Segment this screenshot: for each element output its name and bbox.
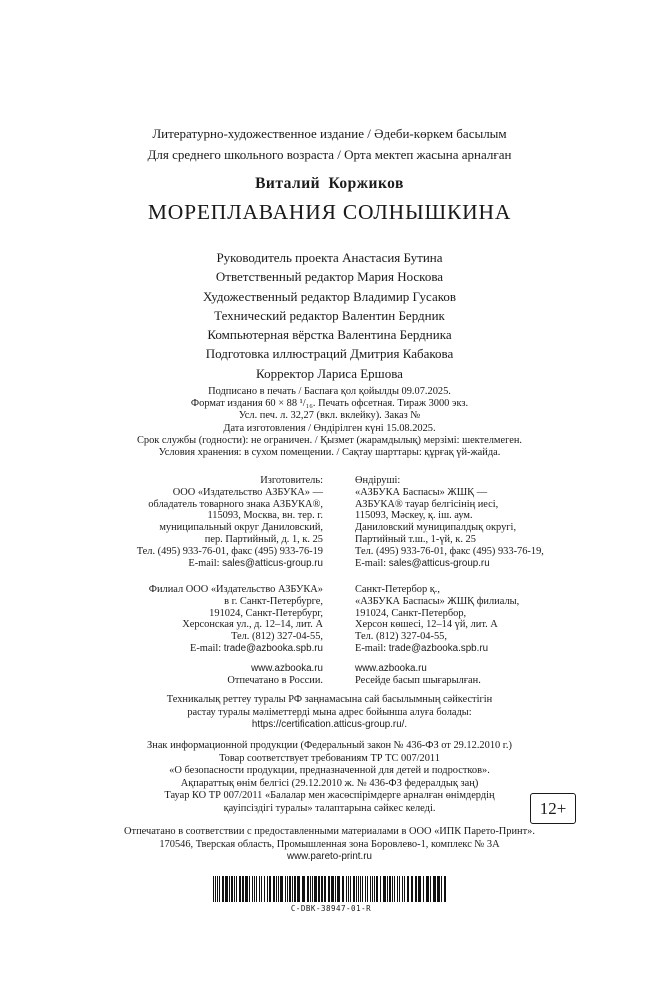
publisher-line: 115093, Мәскеу, қ. іш. аум.	[355, 510, 473, 522]
barcode-bar	[365, 876, 366, 902]
credit-line: Подготовка иллюстраций Дмитрия Кабакова	[205, 346, 454, 362]
barcode-bar	[219, 876, 220, 902]
publisher-ru	[137, 475, 323, 569]
print-line: Условия хранения: в сухом помещении. / Сақтау шарттары: құрғақ үй-жайда.	[158, 447, 501, 459]
branch-email-line	[149, 643, 323, 655]
barcode-bar	[376, 876, 378, 902]
age-rating-badge: 12+	[530, 793, 576, 824]
barcode-bar	[402, 876, 403, 902]
barcode-bar	[362, 876, 363, 902]
email-label: E-mail:	[355, 642, 389, 654]
branch-line: Тел. (812) 327-04-55,	[231, 631, 323, 643]
printer-line: Отпечатано в соответствии с предоставленными материалами в ООО «ИПК Парето-Принт».	[124, 826, 535, 837]
branch-line: в г. Санкт-Петербурге,	[224, 595, 323, 607]
barcode-bar	[433, 876, 436, 902]
barcode-text: C-DBK-38947-01-R	[290, 904, 372, 913]
author-name: Виталий Коржиков	[255, 175, 404, 192]
printer-website[interactable]: www.pareto-print.ru	[287, 851, 372, 862]
barcode-bar	[276, 876, 277, 902]
barcode-bar	[287, 876, 288, 902]
barcode-bar	[383, 876, 386, 902]
publisher-line: пер. Партийный, д. 1, к. 25	[204, 533, 323, 545]
barcode-bar	[297, 876, 300, 902]
barcode-bar	[264, 876, 265, 902]
print-info	[0, 386, 659, 459]
barcode-bar	[328, 876, 330, 902]
barcode-bar	[318, 876, 320, 902]
law-line: Тауар КО ТР 007/2011 «Балалар мен жасөспірімдерге арналған өнімдердің	[164, 790, 495, 802]
certification-info	[0, 694, 659, 732]
barcode-bar	[356, 876, 357, 902]
publisher-kz	[355, 475, 544, 569]
publisher-line: Тел. (495) 933-76-01, факс (495) 933-76-19	[136, 545, 323, 557]
email-link[interactable]: sales@atticus-group.ru	[222, 557, 323, 569]
branch-line: Санкт-Петербор қ.,	[355, 584, 440, 595]
barcode-bar	[273, 876, 275, 902]
barcode-bar	[314, 876, 317, 902]
email-link[interactable]: sales@atticus-group.ru	[388, 557, 490, 569]
publisher-line: обладатель товарного знака АЗБУКА®,	[148, 498, 323, 510]
barcode-bar	[285, 876, 286, 902]
email-link[interactable]: trade@azbooka.spb.ru	[388, 642, 489, 654]
printed-in-kz: Ресейде басып шығарылған.	[355, 674, 481, 686]
credit-line: Ответственный редактор Мария Носкова	[215, 269, 444, 285]
barcode-bar	[217, 876, 218, 902]
print-line: Подписано в печать / Баспаға қол қойылды 09.07.2025.	[208, 386, 451, 397]
barcode-bar	[261, 876, 262, 902]
website-kz	[355, 663, 481, 687]
barcode-bar	[269, 876, 271, 902]
barcode-bar	[411, 876, 413, 902]
credit-line: Корректор Лариса Ершова	[256, 365, 403, 381]
email-label: E-mail:	[355, 557, 389, 569]
cert-link[interactable]: https://certification.atticus-group.ru/.	[251, 719, 408, 730]
barcode-bar	[353, 876, 355, 902]
barcode-bar	[331, 876, 334, 902]
law-line: қауіпсіздігі туралы» талаптарына сәйкес келеді.	[223, 802, 436, 814]
law-line: Товар соответствует требованиям ТР ТС 007/2011	[219, 752, 440, 764]
branch-line: Тел. (812) 327-04-55,	[355, 631, 447, 643]
branch-ru	[149, 584, 323, 655]
barcode-bar	[342, 876, 344, 902]
barcode-bar	[423, 876, 424, 902]
barcode-bar	[215, 876, 216, 902]
barcode-bar	[278, 876, 279, 902]
barcode-bar	[324, 876, 326, 902]
email-link[interactable]: trade@azbooka.spb.ru	[223, 642, 323, 654]
barcode-bar	[380, 876, 381, 902]
credit-line: Художественный редактор Владимир Гусаков	[202, 288, 457, 304]
website-link[interactable]: www.azbooka.ru	[251, 663, 323, 674]
barcode-bar	[231, 876, 233, 902]
website-ru	[227, 663, 323, 687]
branch-line: 191024, Санкт-Петербор,	[355, 607, 467, 619]
credit-line: Руководитель проекта Анастасия Бутина	[216, 250, 443, 265]
publisher-email-line	[137, 558, 323, 570]
barcode-bar	[372, 876, 373, 902]
credit-line: Компьютерная вёрстка Валентина Бердника	[207, 327, 452, 343]
barcode-bar	[229, 876, 230, 902]
barcode-bar	[399, 876, 400, 902]
barcode-bar	[259, 876, 260, 902]
publisher-line: «АЗБУКА Баспасы» ЖШҚ —	[355, 486, 488, 498]
barcode-bar	[415, 876, 417, 902]
print-line: Формат издания 60 × 88 ¹/₁₆. Печать офсетная. Тираж 3000 экз.	[190, 398, 469, 410]
barcode-bar	[430, 876, 431, 902]
printer-line: 170546, Тверская область, Промышленная зона Боровлево-1, комплекс № 3А	[159, 838, 500, 850]
publisher-line: ООО «Издательство АЗБУКА» —	[172, 486, 323, 498]
barcode-bar	[389, 876, 391, 902]
series-line: Для среднего школьного возраста / Орта мектеп жасына арналған	[147, 147, 512, 162]
publisher-heading: Өндіруші:	[355, 475, 401, 486]
barcode-bar	[225, 876, 228, 902]
printed-in-ru: Отпечатано в России.	[227, 674, 323, 686]
barcode-bar	[307, 876, 309, 902]
branch-email-line	[355, 643, 519, 655]
cert-line: растау туралы мәліметтерді мына адрес бойынша алуға болады:	[187, 706, 472, 718]
publisher-line: муниципальный округ Даниловский,	[159, 522, 323, 534]
publisher-line: 115093, Москва, вн. тер. г.	[207, 510, 323, 522]
barcode-bar	[239, 876, 241, 902]
email-label: E-mail:	[189, 642, 224, 654]
publisher-line: Тел. (495) 933-76-01, факс (495) 933-76-19,	[355, 545, 544, 557]
barcode-bar	[236, 876, 237, 902]
barcode-bar	[302, 876, 305, 902]
series-line: Литературно-художественное издание / Әдеби-көркем басылым	[152, 126, 507, 141]
barcode-bar	[367, 876, 368, 902]
barcode-bar	[321, 876, 323, 902]
barcode-bar	[280, 876, 283, 902]
barcode-bar	[249, 876, 250, 902]
barcode-bar	[374, 876, 375, 902]
publisher-line: Даниловский муниципалдық округі,	[355, 522, 517, 534]
barcode-bar	[394, 876, 395, 902]
print-line: Дата изготовления / Өндірілген күні 15.08.2025.	[223, 422, 436, 434]
barcode-bar	[335, 876, 336, 902]
barcode-bar	[441, 876, 442, 902]
barcode-bar	[418, 876, 421, 902]
cert-line: Техникалық реттеу туралы РФ заңнамасына сай басылымның сәйкестігін	[166, 694, 493, 705]
book-title: МОРЕПЛАВАНИЯ СОЛНЫШКИНА	[147, 200, 512, 224]
print-line: Усл. печ. л. 32,27 (вкл. вклейку). Заказ №	[238, 410, 421, 422]
branch-line: Херсон көшесі, 12–14 үй, лит. А	[355, 619, 498, 631]
publisher-line: Партийный т.ш., 1-үй, к. 25	[355, 533, 476, 545]
barcode-bar	[358, 876, 359, 902]
barcode-bar	[312, 876, 313, 902]
barcode-bar	[397, 876, 398, 902]
credits	[0, 248, 659, 383]
barcode-bar	[292, 876, 293, 902]
barcode-icon	[213, 876, 449, 902]
barcode-bar	[350, 876, 351, 902]
law-line: «О безопасности продукции, предназначенной для детей и подростков».	[169, 765, 490, 777]
barcode-bar	[310, 876, 311, 902]
printer-info	[0, 826, 659, 864]
barcode-bar	[437, 876, 440, 902]
barcode-bar	[444, 876, 446, 902]
barcode-bar	[234, 876, 235, 902]
branch-line: «АЗБУКА Баспасы» ЖШҚ филиалы,	[355, 595, 520, 607]
barcode-bar	[254, 876, 255, 902]
barcode-bar	[426, 876, 429, 902]
barcode-bar	[252, 876, 253, 902]
barcode-bar	[242, 876, 244, 902]
barcode-bar	[222, 876, 224, 902]
branch-line: 191024, Санкт-Петербург,	[209, 607, 323, 619]
barcode-bar	[348, 876, 349, 902]
barcode-bar	[256, 876, 257, 902]
branch-line: Херсонская ул., д. 12–14, лит. А	[182, 619, 323, 631]
barcode-bar	[370, 876, 371, 902]
barcode-bar	[346, 876, 347, 902]
barcode-bar	[337, 876, 340, 902]
branch-kz	[355, 584, 519, 655]
law-line: Ақпараттық өнім белгісі (29.12.2010 ж. № 436-ФЗ федералдық заң)	[180, 777, 479, 789]
branch-line: Филиал ООО «Издательство АЗБУКА»	[148, 584, 323, 595]
barcode-bar	[294, 876, 296, 902]
law-line: Знак информационной продукции (Федеральный закон № 436-ФЗ от 29.12.2010 г.)	[147, 740, 512, 751]
email-label: E-mail:	[188, 557, 223, 569]
publisher-heading: Изготовитель:	[260, 475, 323, 486]
series-info	[0, 123, 659, 165]
barcode-bar	[407, 876, 409, 902]
barcode-bar	[289, 876, 291, 902]
barcode-bar	[404, 876, 405, 902]
barcode-bar	[392, 876, 393, 902]
barcode-bar	[213, 876, 214, 902]
barcode-bar	[360, 876, 361, 902]
barcode-bar	[245, 876, 248, 902]
publisher-line: АЗБУКА® тауар белгісінің иесі,	[355, 498, 499, 510]
credit-line: Технический редактор Валентин Бердник	[214, 307, 445, 323]
website-link[interactable]: www.azbooka.ru	[355, 663, 427, 674]
barcode-bar	[267, 876, 268, 902]
print-line: Срок службы (годности): не ограничен. / Қызмет (жарамдылық) мерзімі: шектелмеген.	[136, 434, 523, 446]
publisher-email-line	[355, 558, 544, 570]
barcode-bar	[387, 876, 388, 902]
